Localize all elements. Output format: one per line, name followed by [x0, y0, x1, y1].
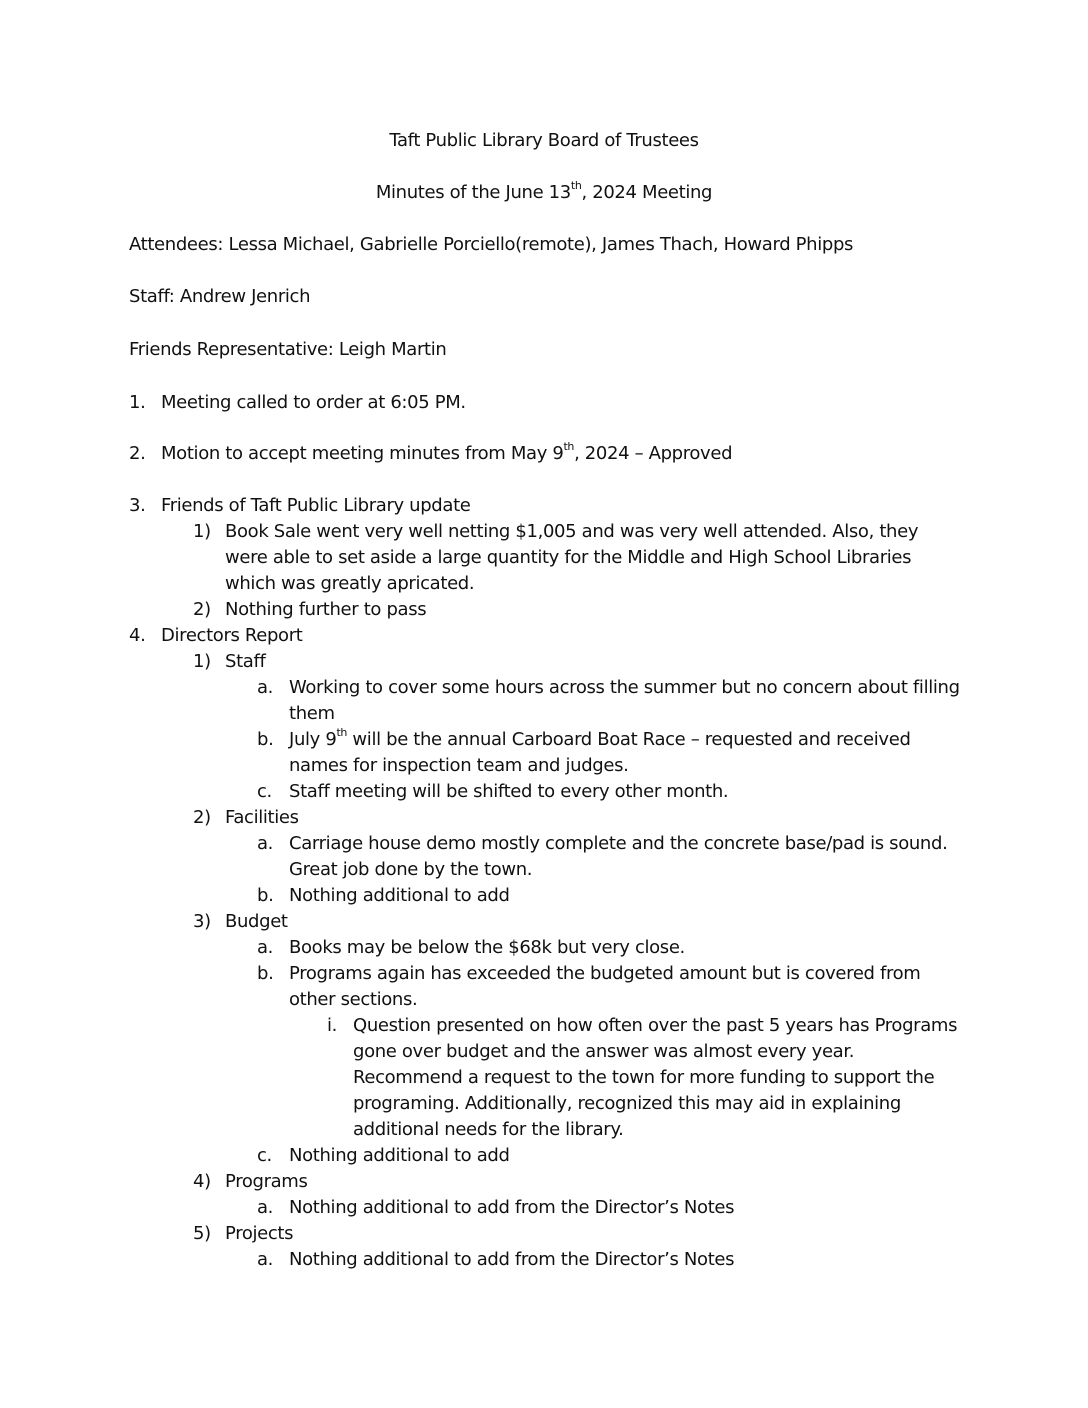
staff-a-line-1: Working to cover some hours across the summer but no concern about filling [289, 677, 960, 698]
programs-section-heading: Programs [225, 1171, 308, 1192]
budget-section-number: 3) [193, 911, 211, 932]
projects-a-letter: a. [257, 1249, 274, 1270]
item-4-number: 4. [129, 625, 146, 646]
budget-b-i-line-1: Question presented on how often over the past 5 years has Programs [353, 1015, 958, 1036]
staff-b-letter: b. [257, 729, 274, 750]
attendees-line: Attendees: Lessa Michael, Gabrielle Porciello(remote), James Thach, Howard Phipps [129, 234, 854, 255]
subtitle-text: Minutes of the June 13 [375, 182, 571, 203]
item-2-text-start: Motion to accept meeting minutes from May 9 [161, 443, 564, 464]
item-2-number: 2. [129, 443, 146, 464]
budget-b-line-2: other sections. [289, 989, 418, 1010]
item-3-1-number: 1) [193, 521, 211, 542]
item-3-1-line-3: which was greatly apricated. [225, 573, 475, 594]
staff-c-text: Staff meeting will be shifted to every other month. [289, 781, 729, 802]
facilities-section-heading: Facilities [225, 807, 299, 828]
item-2-text-end: , 2024 – Approved [574, 443, 733, 464]
staff-b-line-2: names for inspection team and judges. [289, 755, 629, 776]
budget-b-letter: b. [257, 963, 274, 984]
budget-section-heading: Budget [225, 911, 288, 932]
subtitle-superscript: th [570, 179, 582, 192]
facilities-section-number: 2) [193, 807, 211, 828]
facilities-a-line-2: Great job done by the town. [289, 859, 533, 880]
budget-b-i-line-4: programing. Additionally, recognized this may aid in explaining [353, 1093, 901, 1114]
budget-b-i-line-3: Recommend a request to the town for more funding to support the [353, 1067, 935, 1088]
item-3-2-number: 2) [193, 599, 211, 620]
friends-representative-line: Friends Representative: Leigh Martin [129, 339, 447, 360]
budget-c-letter: c. [257, 1145, 272, 1166]
facilities-b-text: Nothing additional to add [289, 885, 510, 906]
projects-section-number: 5) [193, 1223, 211, 1244]
programs-a-text: Nothing additional to add from the Director’s Notes [289, 1197, 735, 1218]
staff-a-letter: a. [257, 677, 274, 698]
item-3-number: 3. [129, 495, 146, 516]
projects-a-text: Nothing additional to add from the Director’s Notes [289, 1249, 735, 1270]
projects-section-heading: Projects [225, 1223, 294, 1244]
staff-c-letter: c. [257, 781, 272, 802]
budget-b-line-1: Programs again has exceeded the budgeted amount but is covered from [289, 963, 921, 984]
item-3-2-text: Nothing further to pass [225, 599, 427, 620]
staff-section-number: 1) [193, 651, 211, 672]
programs-section-number: 4) [193, 1171, 211, 1192]
staff-b-text-start: July 9 [289, 729, 337, 750]
item-2-text [161, 441, 732, 467]
budget-b-i-line-2: gone over budget and the answer was almost every year. [353, 1041, 855, 1062]
document-subtitle [0, 180, 1088, 206]
budget-c-text: Nothing additional to add [289, 1145, 510, 1166]
budget-a-text: Books may be below the $68k but very close. [289, 937, 685, 958]
item-3-1-line-1: Book Sale went very well netting $1,005 and was very well attended. Also, they [225, 521, 919, 542]
staff-b-line-1 [289, 727, 911, 753]
facilities-a-line-1: Carriage house demo mostly complete and the concrete base/pad is sound. [289, 833, 948, 854]
item-1-number: 1. [129, 392, 146, 413]
budget-b-i-numeral: i. [327, 1015, 338, 1036]
item-4-text: Directors Report [161, 625, 303, 646]
subtitle-text-end: , 2024 Meeting [581, 182, 713, 203]
staff-b-text-end: will be the annual Carboard Boat Race – requested and received [347, 729, 911, 750]
facilities-b-letter: b. [257, 885, 274, 906]
document-title: Taft Public Library Board of Trustees [389, 130, 699, 151]
programs-a-letter: a. [257, 1197, 274, 1218]
item-3-1-line-2: were able to set aside a large quantity for the Middle and High School Libraries [225, 547, 912, 568]
item-3-text: Friends of Taft Public Library update [161, 495, 471, 516]
staff-line: Staff: Andrew Jenrich [129, 286, 311, 307]
budget-b-i-line-5: additional needs for the library. [353, 1119, 624, 1140]
staff-section-heading: Staff [225, 651, 266, 672]
staff-a-line-2: them [289, 703, 335, 724]
item-1-text: Meeting called to order at 6:05 PM. [161, 392, 466, 413]
budget-a-letter: a. [257, 937, 274, 958]
staff-b-superscript: th [336, 726, 348, 739]
item-2-superscript: th [563, 440, 575, 453]
facilities-a-letter: a. [257, 833, 274, 854]
